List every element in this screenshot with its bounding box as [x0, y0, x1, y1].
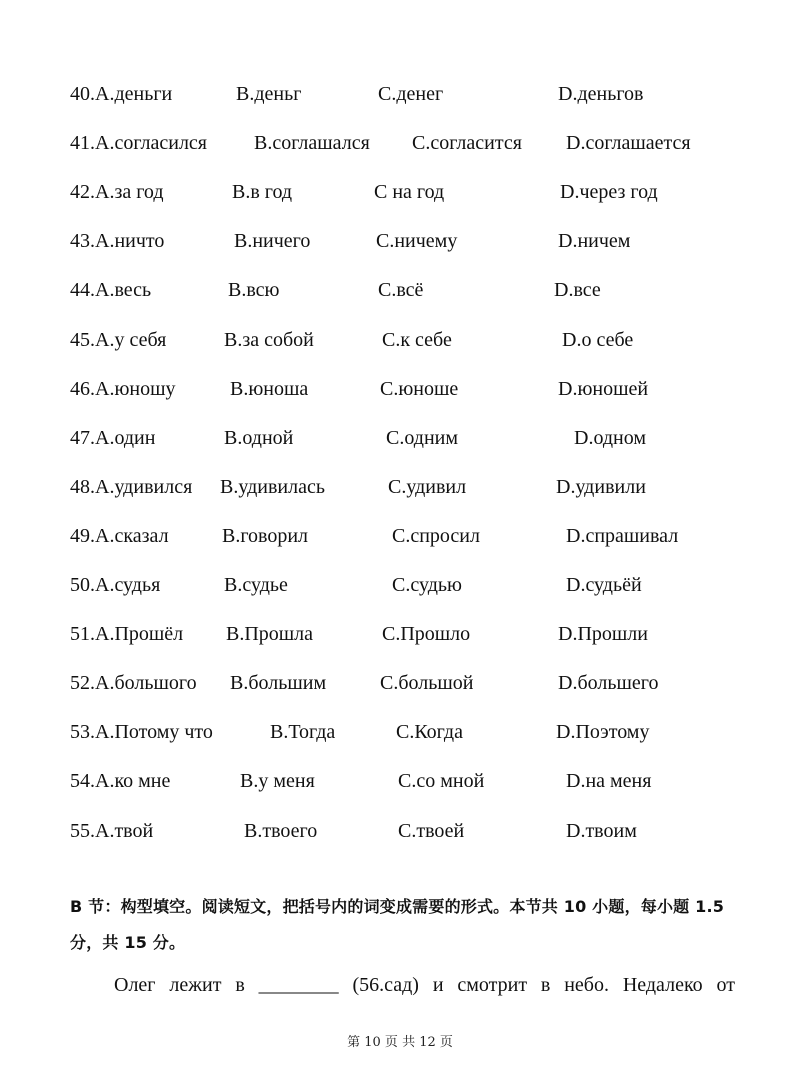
option-a: 47.A.один: [70, 426, 156, 449]
section-b-instructions: B 节：构型填空。阅读短文，把括号内的词变成需要的形式。本节共 10 小题，每小题 1.5 分，共 15 分。: [70, 897, 725, 952]
option-c: C.одним: [386, 426, 459, 449]
question-row: [0, 472, 800, 502]
option-c: C.Прошло: [382, 623, 471, 646]
option-c: C.всё: [378, 279, 424, 302]
option-b: B.судье: [224, 574, 288, 596]
reading-passage: Олег лежит в ________ (56.сад) и смотрит в небо. Недалеко от: [114, 974, 735, 996]
question-row: [0, 374, 800, 404]
option-c: C.большой: [380, 672, 474, 695]
option-a: 40.A.деньги: [70, 83, 173, 105]
option-d: D.юношей: [558, 377, 649, 400]
option-c: C.со мной: [398, 770, 485, 793]
option-d: D.соглашается: [566, 132, 691, 155]
option-b: B.ничего: [234, 230, 311, 253]
option-b: B.юноша: [230, 377, 309, 400]
option-c: C.твоей: [398, 819, 465, 842]
option-a: 44.A.весь: [70, 279, 152, 302]
option-a: 45.A.у себя: [70, 328, 167, 351]
option-c: C.удивил: [388, 475, 467, 498]
option-a: 50.A.судья: [70, 574, 161, 596]
option-c: C.ничему: [376, 230, 458, 253]
option-d: D.спрашивал: [566, 524, 679, 547]
question-row: [0, 79, 800, 109]
option-a: 55.A.твой: [70, 819, 154, 842]
option-d: D.твоим: [566, 819, 637, 842]
question-row: [0, 619, 800, 649]
option-a: 48.A.удивился: [70, 475, 193, 498]
option-d: D.ничем: [558, 230, 631, 253]
option-b: B.за собой: [224, 328, 314, 351]
option-c: C на год: [374, 181, 445, 204]
option-b: B.Тогда: [270, 721, 336, 744]
option-d: D.Поэтому: [556, 721, 650, 744]
question-row: [0, 521, 800, 551]
option-d: D.большего: [558, 672, 659, 695]
question-row: [0, 325, 800, 355]
option-c: C.Когда: [396, 721, 463, 744]
question-row: [0, 128, 800, 158]
option-b: B.твоего: [244, 819, 318, 842]
option-a: 42.A.за год: [70, 181, 164, 204]
option-b: B.деньг: [236, 83, 302, 105]
option-d: D.деньгов: [558, 83, 644, 105]
option-c: C.спросил: [392, 524, 480, 547]
question-row: [0, 717, 800, 747]
option-b: B.у меня: [240, 770, 315, 793]
option-c: C.судью: [392, 574, 462, 596]
question-row: [0, 226, 800, 256]
option-b: B.большим: [230, 672, 327, 695]
option-a: 54.A.ко мне: [70, 770, 171, 793]
option-a: 51.A.Прошёл: [70, 623, 184, 646]
option-a: 49.A.сказал: [70, 524, 169, 547]
option-b: B.в год: [232, 181, 293, 204]
option-d: D.одном: [574, 426, 647, 449]
question-row: [0, 668, 800, 698]
option-d: D.удивили: [556, 475, 646, 498]
option-b: B.Прошла: [226, 623, 314, 646]
option-d: D.на меня: [566, 770, 652, 793]
option-a: 43.A.ничто: [70, 230, 165, 253]
option-d: D.судьёй: [566, 574, 642, 596]
question-row: [0, 275, 800, 305]
option-d: D.через год: [560, 181, 658, 204]
option-d: D.Прошли: [558, 623, 648, 646]
option-a: 46.A.юношу: [70, 377, 176, 400]
option-a: 41.A.согласился: [70, 132, 208, 155]
page-footer: 第 10 页 共 12 页: [347, 1035, 453, 1050]
option-a: 52.A.большого: [70, 672, 197, 695]
question-row: [0, 766, 800, 796]
question-row: [0, 177, 800, 207]
option-b: B.говорил: [222, 524, 309, 547]
option-b: B.удивилась: [220, 475, 325, 498]
option-c: C.денег: [378, 83, 444, 105]
option-b: B.одной: [224, 426, 294, 449]
question-row: [0, 423, 800, 453]
option-b: B.соглашался: [254, 132, 370, 155]
option-d: D.о себе: [562, 328, 634, 351]
option-b: B.всю: [228, 279, 280, 302]
option-d: D.все: [554, 279, 601, 302]
option-c: C.юноше: [380, 377, 459, 400]
option-c: C.согласится: [412, 132, 522, 155]
question-row: [0, 816, 800, 846]
question-row: [0, 570, 800, 600]
option-a: 53.A.Потому что: [70, 721, 213, 744]
option-c: C.к себе: [382, 328, 452, 351]
